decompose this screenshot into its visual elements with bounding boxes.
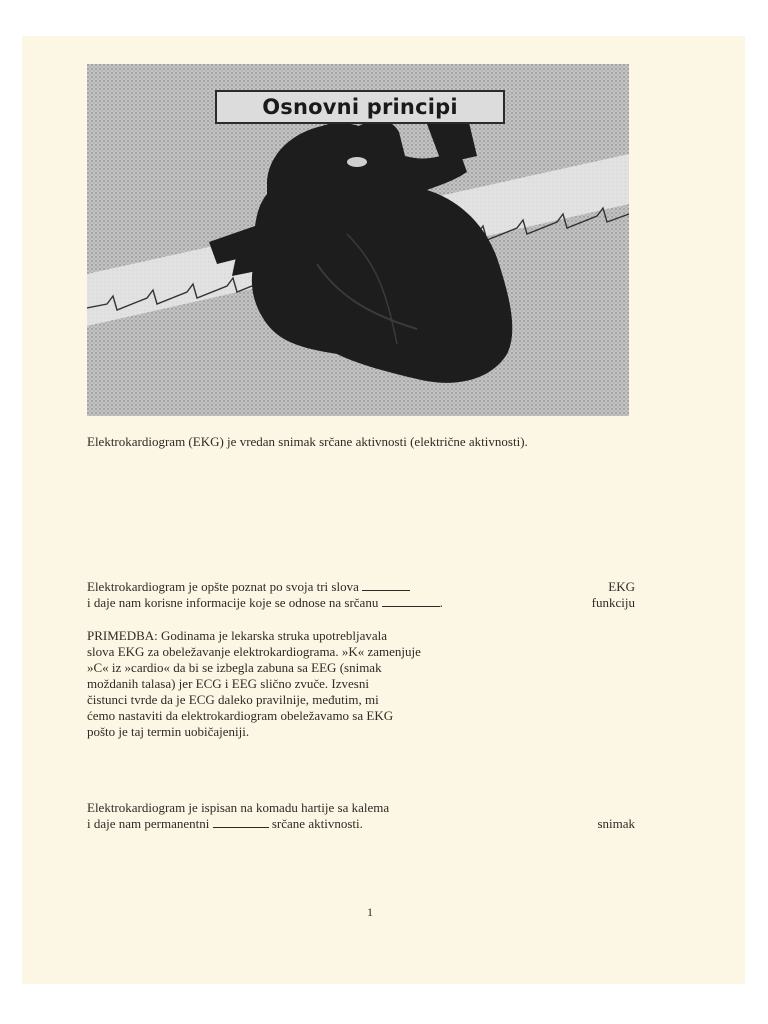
- question-2-text-2a: i daje nam permanentni: [87, 816, 210, 831]
- answer-key-2: funkciju: [591, 595, 635, 610]
- question-2-text-2b: srčane aktivnosti.: [271, 816, 363, 831]
- question-1-text-1: Elektrokardiogram je opšte poznat po svoja tri slova: [87, 579, 359, 594]
- page-number: 1: [367, 905, 373, 919]
- answer-blank-1[interactable]: [362, 580, 410, 591]
- note-line: ćemo nastaviti da elektrokardiogram obeležavamo sa EKG: [87, 708, 394, 723]
- question-2-line-1: Elektrokardiogram je ispisan na komadu hartije sa kalema: [87, 800, 390, 815]
- answer-key-3: snimak: [597, 816, 635, 831]
- note-line: moždanih talasa) jer ECG i EEG slično zvuče. Izvesni: [87, 676, 369, 691]
- note-line: slova EKG za obeležavanje elektrokardiograma. »K« zamenjuje: [87, 644, 421, 659]
- intro-paragraph: Elektrokardiogram (EKG) je vredan snimak srčane aktivnosti (električne aktivnosti).: [87, 434, 528, 449]
- question-1-text-2: i daje nam korisne informacije koje se odnose na srčanu: [87, 595, 379, 610]
- question-2-line-2: [87, 816, 363, 832]
- note-line: čistunci tvrde da je ECG daleko pravilnije, međutim, mi: [87, 692, 379, 707]
- page-title: Osnovni principi: [215, 90, 505, 124]
- note-line: pošto je taj termin uobičajeniji.: [87, 724, 250, 739]
- answer-blank-2[interactable]: [382, 596, 440, 607]
- answer-key-1: EKG: [608, 579, 635, 594]
- note-line: PRIMEDBA: Godinama je lekarska struka upotrebljavala: [87, 628, 388, 643]
- question-1-line-2: i daje nam korisne informacije koje se odnose na srčanu .: [87, 595, 443, 610]
- answer-blank-3[interactable]: [213, 817, 269, 828]
- note-paragraph: [87, 628, 547, 740]
- question-1-line-1: [87, 579, 410, 595]
- note-line: »C« iz »cardio« da bi se izbegla zabuna sa EEG (snimak: [87, 660, 382, 675]
